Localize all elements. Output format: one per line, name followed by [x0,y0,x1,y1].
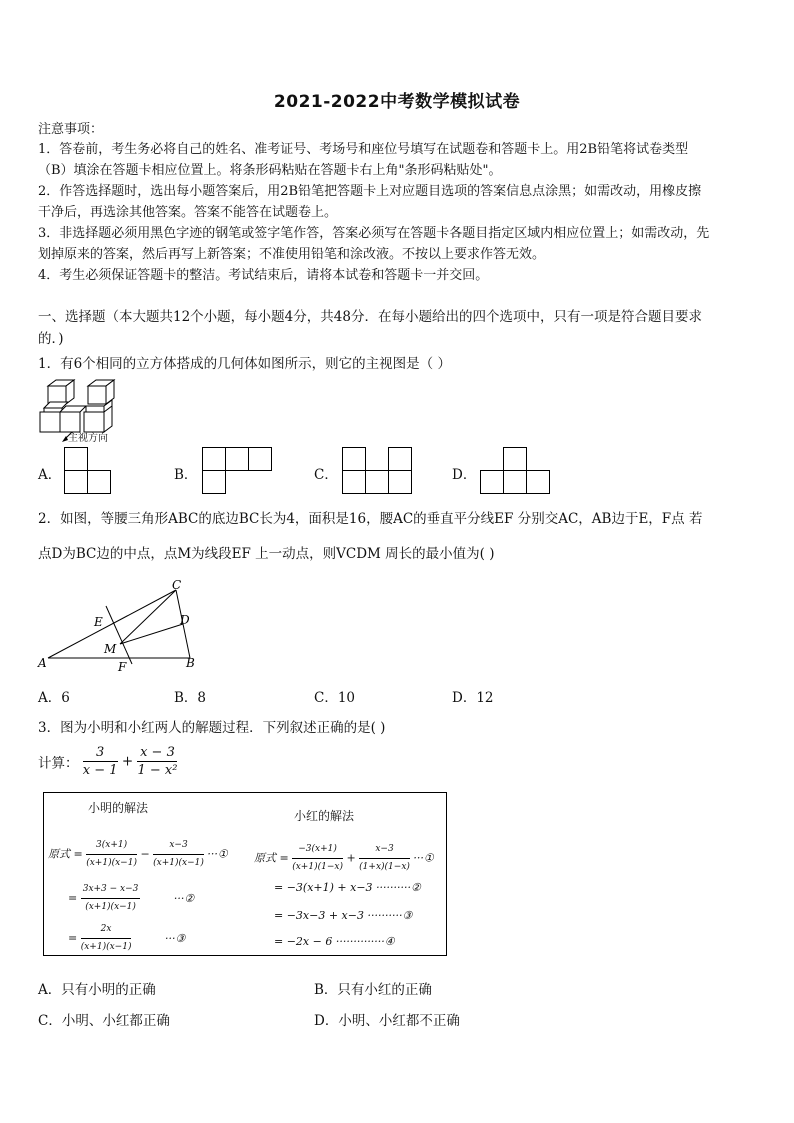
option-a[interactable]: A．只有小明的正确 [38,982,156,998]
calc-label: 计算： [38,755,79,772]
solution-image [43,792,447,956]
notice-line: （B）填涂在答题卡相应位置上。将条形码粘贴在答题卡右上角"条形码粘贴处"。 [38,163,502,178]
notice-heading: 注意事项： [38,122,104,137]
option-d[interactable]: D．小明、小红都不正确 [314,1013,460,1029]
notice-line: 干净后，再选涂其他答案。答案不能答在试题卷上。 [38,205,338,220]
section-heading-cont: 的．) [38,331,64,347]
option-c[interactable]: C．10 [314,690,356,706]
notice-line: 3．非选择题必须用黑色字迹的钢笔或签字笔作答，答案必须写在答题卡各题目指定区域内相应位置上；如需改动，先 [38,226,710,241]
section-heading: 一、选择题（本大题共12个小题，每小题4分，共48分．在每小题给出的四个选项中，只有一项是符合题目要求 [38,309,702,325]
plus-sign: + [121,753,134,770]
page-title: 2021-2022中考数学模拟试卷 [273,92,521,112]
notice-line: 2．作答选择题时，选出每小题答案后，用2B铅笔把答题卡上对应题目选项的答案信息点涂黑；如需改动，用橡皮擦 [38,184,702,199]
fraction-1: $\frac{3}{x - 1}$ [82,745,118,778]
xiaoming-step-1: 原式 = $\frac{3(x+1)}{(x+1)(x-1)}$ − $\frac{x-3}{(x+1)(x-1)}$ ···① [48,837,228,872]
question-3-text: 3．图为小明和小红两人的解题过程．下列叙述正确的是( ) [38,720,386,736]
xiaohong-step-1: 原式 = $\frac{-3(x+1)}{(x+1)(1-x)}$ + $\frac{x-3}{(1+x)(1-x)}$ ···① [254,841,434,876]
direction-label: 主视方向 [68,433,108,444]
option-d[interactable]: D．12 [452,690,494,706]
calc-expression [38,744,177,779]
xiaohong-step-4: = −2x − 6 ··············④ [274,935,395,948]
option-a[interactable]: A．6 [38,690,70,706]
triangle-figure [36,578,206,676]
question-1-text: 1．有6个相同的立方体搭成的几何体如图所示，则它的主视图是（ ） [38,356,451,372]
notice-line: 1．答卷前，考生务必将自己的姓名、准考证号、考场号和座位号填写在试题卷和答题卡上。用2B铅笔将试卷类型 [38,142,689,157]
option-c-label: C． [314,467,338,483]
option-b[interactable]: B．8 [174,690,207,706]
notice-line: 4．考生必须保证答题卡的整洁。考试结束后，请将本试卷和答题卡一并交回。 [38,268,489,283]
option-b[interactable]: B．只有小红的正确 [314,982,432,998]
option-b-label: B． [174,467,198,483]
point-f-label: F [118,660,127,674]
xiaoming-step-2: = $\frac{3x+3 - x-3}{(x+1)(x-1)}$ ···② [68,881,194,916]
vertex-b-label: B [186,656,195,670]
option-a-label: A． [38,467,62,483]
xiaohong-step-3: = −3x−3 + x−3 ··········③ [274,909,413,922]
point-d-label: D [180,613,190,627]
xiaohong-title: 小红的解法 [294,809,355,823]
xiaohong-step-2: = −3(x+1) + x−3 ··········② [274,881,421,894]
question-2-text-cont: 点D为BC边的中点，点M为线段EF 上一动点，则VCDM 周长的最小值为( ) [38,546,495,562]
question-2-text: 2．如图，等腰三角形ABC的底边BC长为4，面积是16，腰AC的垂直平分线EF 分别交AC，AB边于E，F点 若 [38,511,703,527]
vertex-c-label: C [172,578,182,592]
vertex-a-label: A [38,656,47,670]
point-m-label: M [104,642,117,656]
xiaoming-step-3: = $\frac{2x}{(x+1)(x-1)}$ ···③ [68,921,185,956]
point-e-label: E [94,615,103,629]
notice-line: 划掉原来的答案，然后再写上新答案；不准使用铅笔和涂改液。不按以上要求作答无效。 [38,247,546,262]
option-c[interactable]: C．小明、小红都正确 [38,1013,170,1029]
xiaoming-title: 小明的解法 [88,801,149,815]
fraction-2: $\frac{x - 3}{\text{1 − x²}}$ [137,745,178,778]
option-d-label: D． [452,467,477,483]
